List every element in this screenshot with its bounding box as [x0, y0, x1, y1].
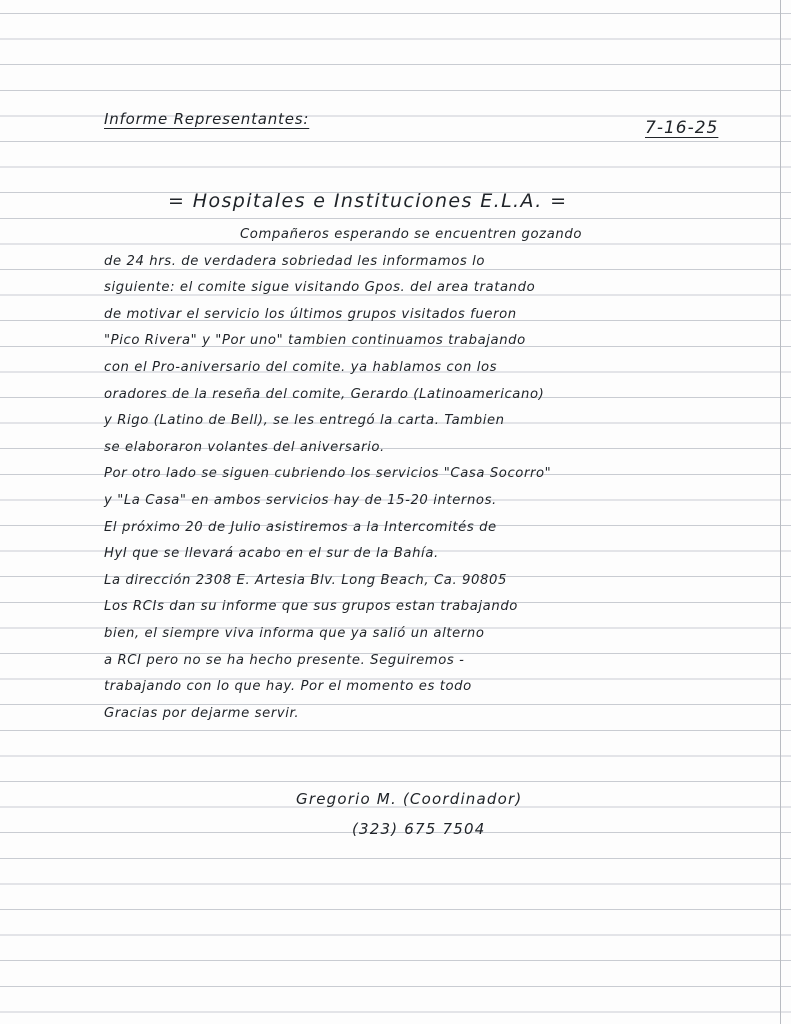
body-line: Compañeros esperando se encuentren gozando [240, 227, 582, 242]
report-title: Informe Representantes: [104, 110, 310, 128]
body-line: Los RCIs dan su informe que sus grupos estan trabajando [104, 599, 518, 615]
body-line: Gracias por dejarme servir. [104, 705, 300, 721]
body-line: y Rigo (Latino de Bell), se les entregó la carta. Tambien [104, 413, 505, 429]
body-line: siguiente: el comite sigue visitando Gpos. del area tratando [104, 280, 536, 296]
signature-phone: (323) 675 7504 [352, 820, 486, 838]
body-line: "Pico Rivera" y "Por uno" tambien continuamos trabajando [104, 333, 526, 349]
signature-name: Gregorio M. (Coordinador) [296, 790, 523, 808]
body-line: a RCI pero no se ha hecho presente. Seguiremos - [104, 652, 465, 668]
body-line: y "La Casa" en ambos servicios hay de 15-20 internos. [104, 493, 497, 508]
body-line: oradores de la reseña del comite, Gerardo (Latinoamericano) [104, 386, 545, 402]
body-line: de 24 hrs. de verdadera sobriedad les informamos lo [104, 253, 486, 269]
page-margin-line [780, 0, 781, 1024]
report-date: 7-16-25 [645, 118, 719, 138]
body-line: La dirección 2308 E. Artesia Blv. Long Beach, Ca. 90805 [104, 572, 507, 588]
body-line: se elaboraron volantes del aniversario. [104, 439, 385, 455]
body-line: bien, el siempre viva informa que ya salió un alterno [104, 626, 485, 641]
body-line: de motivar el servicio los últimos grupos visitados fueron [104, 306, 517, 322]
section-heading: = Hospitales e Instituciones E.L.A. = [168, 190, 568, 212]
body-line: trabajando con lo que hay. Por el momento es todo [104, 679, 472, 695]
body-line: El próximo 20 de Julio asistiremos a la Intercomités de [104, 519, 497, 535]
body-line: HyI que se llevará acabo en el sur de la Bahía. [104, 546, 439, 562]
body-line: con el Pro-aniversario del comite. ya hablamos con los [104, 360, 498, 375]
body-line: Por otro lado se siguen cubriendo los servicios "Casa Socorro" [104, 466, 552, 482]
